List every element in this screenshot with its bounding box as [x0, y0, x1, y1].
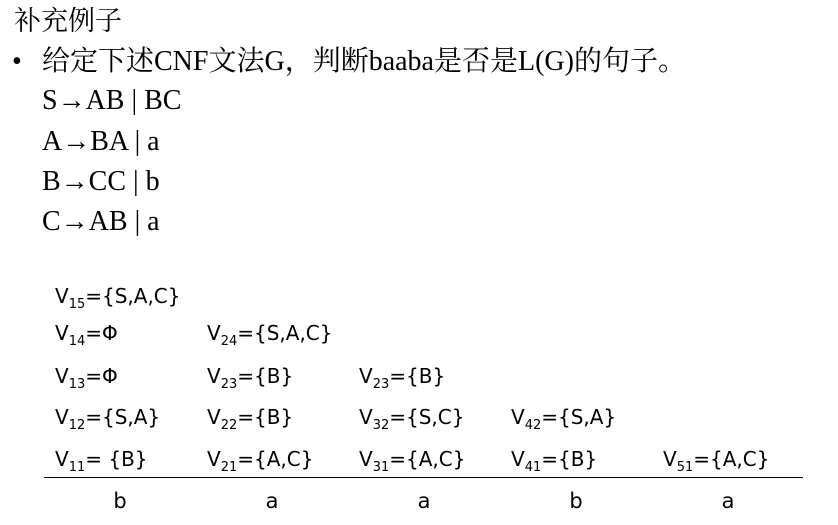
- cell-set: ={S,C}: [389, 405, 465, 429]
- cell-var: V: [55, 321, 69, 345]
- cell-index: 11: [68, 460, 86, 475]
- cell-index: 32: [372, 418, 390, 433]
- cyk-cell: [55, 404, 161, 433]
- cell-set: ={B}: [389, 364, 446, 388]
- cell-set: ={B}: [237, 364, 294, 388]
- cell-index: 21: [220, 460, 238, 475]
- cell-set: ={S,A,C}: [85, 284, 181, 308]
- table-baseline: [44, 477, 803, 478]
- cell-index: 14: [68, 334, 86, 349]
- cyk-cell: [55, 363, 118, 392]
- cyk-cell: [207, 404, 294, 433]
- cyk-cell: [207, 446, 314, 475]
- cell-var: V: [359, 405, 373, 429]
- cell-index: 51: [676, 460, 694, 475]
- cyk-cell: [207, 320, 333, 349]
- cyk-cell: [359, 446, 466, 475]
- cell-var: V: [55, 447, 69, 471]
- cell-var: V: [663, 447, 677, 471]
- cell-var: V: [511, 405, 525, 429]
- cell-index: 13: [68, 377, 86, 392]
- grammar-rule: A→BA | a: [42, 126, 160, 157]
- cell-index: 31: [372, 460, 390, 475]
- cyk-cell: [359, 404, 465, 433]
- cell-set: ={S,A,C}: [237, 321, 333, 345]
- cell-set: ={S,A}: [85, 405, 161, 429]
- bullet-icon: •: [12, 46, 22, 77]
- input-letter: b: [569, 489, 583, 513]
- cell-var: V: [207, 405, 221, 429]
- cell-var: V: [207, 364, 221, 388]
- cell-var: V: [359, 364, 373, 388]
- input-letter: b: [113, 489, 127, 513]
- input-letter: a: [417, 489, 431, 513]
- cell-set: ={B}: [237, 405, 294, 429]
- cyk-cell: [207, 363, 294, 392]
- cell-var: V: [511, 447, 525, 471]
- cell-set: =Φ: [85, 364, 118, 388]
- cyk-cell: [511, 404, 617, 433]
- cyk-cell: [55, 283, 181, 312]
- cell-set: ={A,C}: [693, 447, 770, 471]
- slide-title: 补充例子: [14, 6, 122, 37]
- problem-statement: [12, 44, 832, 80]
- cell-set: ={S,A}: [541, 405, 617, 429]
- cell-set: ={A,C}: [389, 447, 466, 471]
- problem-text: 给定下述CNF文法G，判断baaba是否是L(G)的句子。: [42, 46, 686, 77]
- cell-index: 42: [524, 418, 542, 433]
- cell-index: 24: [220, 334, 238, 349]
- cell-var: V: [207, 321, 221, 345]
- cell-index: 22: [220, 418, 238, 433]
- cyk-cell: [359, 363, 446, 392]
- cell-set: = {B}: [85, 447, 148, 471]
- input-letter: a: [721, 489, 735, 513]
- cell-var: V: [55, 364, 69, 388]
- grammar-rule: S→AB | BC: [42, 85, 182, 116]
- cell-index: 12: [68, 418, 86, 433]
- cyk-cell: [663, 446, 770, 475]
- input-letter: a: [265, 489, 279, 513]
- cell-var: V: [359, 447, 373, 471]
- cell-var: V: [55, 405, 69, 429]
- cyk-cell: [55, 446, 148, 475]
- cell-var: V: [55, 284, 69, 308]
- cyk-cell: [55, 320, 118, 349]
- cell-var: V: [207, 447, 221, 471]
- cell-set: ={B}: [541, 447, 598, 471]
- cell-set: =Φ: [85, 321, 118, 345]
- cell-index: 23: [372, 377, 390, 392]
- cell-set: ={A,C}: [237, 447, 314, 471]
- grammar-rule: C→AB | a: [42, 206, 160, 237]
- cyk-cell: [511, 446, 598, 475]
- cell-index: 41: [524, 460, 542, 475]
- cell-index: 23: [220, 377, 238, 392]
- grammar-rule: B→CC | b: [42, 166, 160, 197]
- cell-index: 15: [68, 297, 86, 312]
